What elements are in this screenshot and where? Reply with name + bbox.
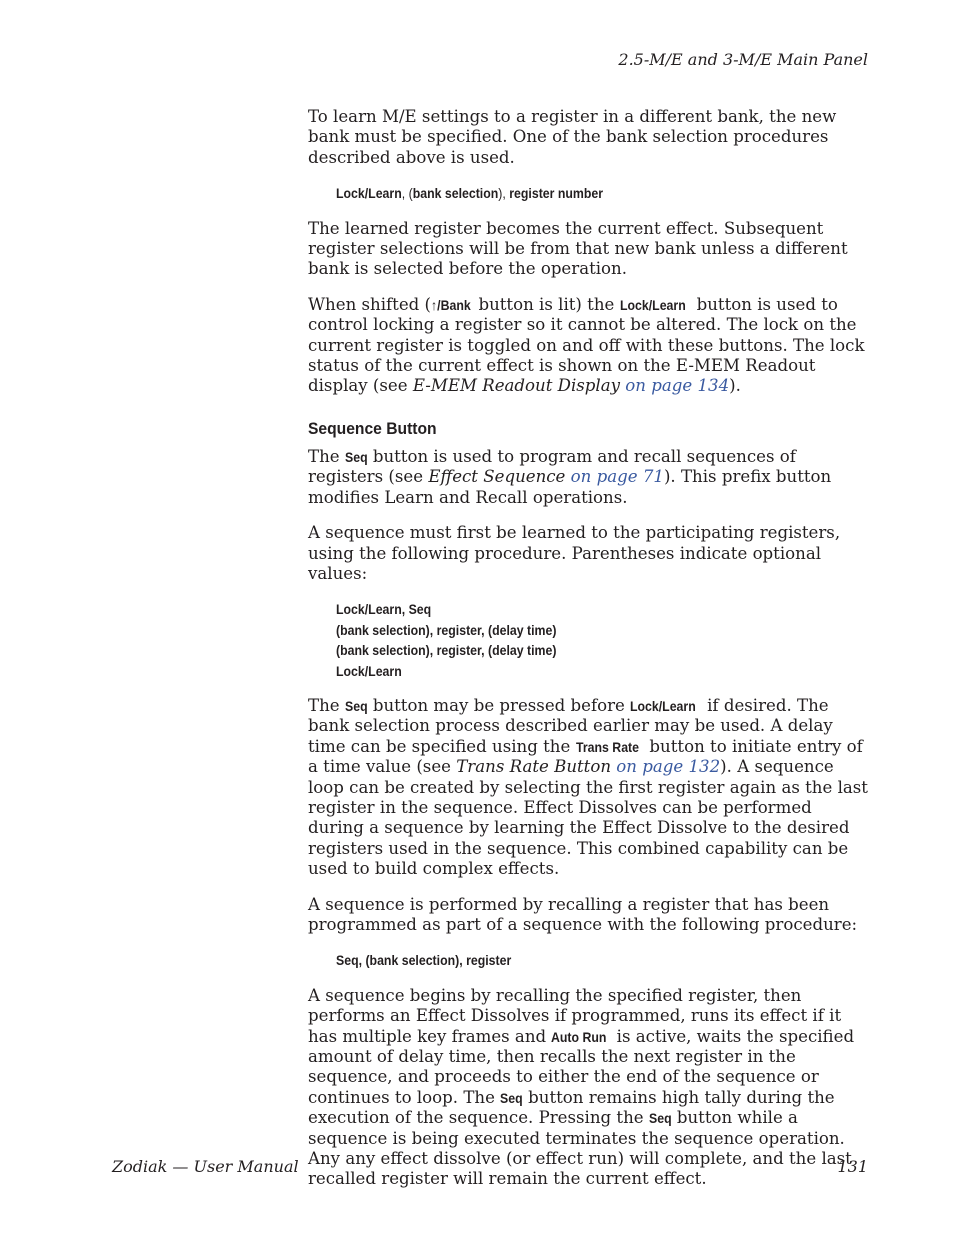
- procedure-step: (bank selection), register, (delay time): [336, 621, 557, 638]
- text-run: When shifted (: [308, 294, 432, 314]
- button-name-bank: ↑/Bank: [431, 296, 471, 313]
- proc-key-lock-learn: Lock/Learn: [336, 185, 402, 202]
- paragraph-seq-details: [308, 696, 868, 880]
- paragraph-learned-register: The learned register becomes the current effect. Subsequent register selections will be from that new bank unless a different bank is selected before the operation.: [308, 218, 848, 279]
- text-run: button while a sequence is being executed terminates the sequence operation. Any any effect dissolve (or effect run) will complete, and the last recalled register will remain the current effect.: [308, 1108, 852, 1189]
- proc-separator: , (: [401, 185, 413, 202]
- running-header: 2.5-M/E and 3-M/E Main Panel: [618, 50, 868, 69]
- xref-link-page-71[interactable]: on page 71: [565, 467, 664, 487]
- section-heading-sequence-button: Sequence Button: [308, 418, 437, 438]
- button-name-lock-learn: Lock/Learn: [619, 296, 686, 313]
- xref-link-page-134[interactable]: on page 134: [620, 376, 730, 396]
- text-run: button may be pressed before: [367, 695, 631, 715]
- procedure-lock-learn-bank: [336, 183, 804, 203]
- footer-page-number: 131: [837, 1157, 868, 1176]
- footer-manual-title: Zodiak — User Manual: [112, 1157, 299, 1176]
- text-run: ).: [729, 376, 741, 396]
- proc-key-register-number: register number: [509, 185, 604, 202]
- text-run: if desired. The bank selection process described earlier may be used. A delay time can be specified using the: [308, 695, 833, 756]
- paragraph-seq-intro: [308, 447, 868, 508]
- procedure-sequence-recall: Seq, (bank selection), register: [336, 952, 512, 969]
- proc-separator: ),: [498, 185, 510, 202]
- xref-emem-readout-display: E-MEM Readout Display: [412, 376, 620, 396]
- xref-effect-sequence: Effect Sequence: [428, 467, 566, 487]
- button-name-auto-run: Auto Run: [551, 1028, 607, 1045]
- text-run: button is used to control locking a register so it cannot be altered. The lock on the current register is toggled on and off with these buttons. The lock status of the current effect is shown on the E-MEM Readout display (see: [308, 294, 865, 396]
- text-run: ). A sequence loop can be created by selecting the first register again as the last register in the sequence. Effect Dissolves can be performed during a sequence by learning the Effect Dissolve to the desired registers used in the sequence. This combined capability can be used to build complex effects.: [308, 757, 868, 879]
- button-name-seq: Seq: [500, 1089, 523, 1106]
- button-name-lock-learn: Lock/Learn: [630, 697, 696, 714]
- text-run: button is lit) the: [473, 294, 620, 314]
- procedure-step: Lock/Learn: [336, 662, 402, 679]
- text-run: The: [308, 695, 345, 715]
- text-run: is active, waits the specified amount of delay time, then recalls the next register in the sequence, and proceeds to either the end of the sequence or continues to loop. The: [308, 1026, 855, 1107]
- button-name-seq: Seq: [648, 1110, 672, 1127]
- paragraph-sequence-learn: A sequence must first be learned to the participating registers, using the following procedure. Parentheses indicate optional values:: [308, 523, 841, 583]
- page-content: [308, 107, 868, 1205]
- paragraph-bank-learn: To learn M/E settings to a register in a different bank, the new bank must be specified. One of the bank selection procedures described above is used.: [308, 107, 837, 167]
- text-run: ). This prefix button modifies Learn and Recall operations.: [308, 467, 832, 507]
- paragraph-shifted-lock: [308, 295, 868, 397]
- procedure-sequence-learn: [336, 599, 804, 681]
- text-run: button is used to program and recall sequences of registers (see: [308, 446, 796, 487]
- procedure-step: Lock/Learn, Seq: [336, 601, 432, 618]
- proc-key-bank-selection: bank selection: [412, 185, 499, 202]
- text-run: The: [308, 446, 345, 466]
- text-run: A sequence begins by recalling the specified register, then performs an Effect Dissolves if programmed, runs its effect if it has multiple key frames and: [308, 985, 842, 1046]
- text-run: button remains high tally during the execution of the sequence. Pressing the: [308, 1087, 835, 1128]
- button-name-trans-rate: Trans Rate: [575, 738, 639, 755]
- procedure-step: (bank selection), register, (delay time): [336, 642, 557, 659]
- button-name-seq: Seq: [344, 697, 368, 714]
- paragraph-sequence-recall: A sequence is performed by recalling a register that has been programmed as part of a sequence with the following procedure:: [308, 894, 858, 934]
- xref-trans-rate-button: Trans Rate Button: [456, 757, 612, 777]
- paragraph-sequence-execution: [308, 986, 868, 1190]
- text-run: button to initiate entry of a time value (see: [308, 736, 863, 777]
- button-name-seq: Seq: [344, 448, 368, 465]
- xref-link-page-132[interactable]: on page 132: [611, 757, 721, 777]
